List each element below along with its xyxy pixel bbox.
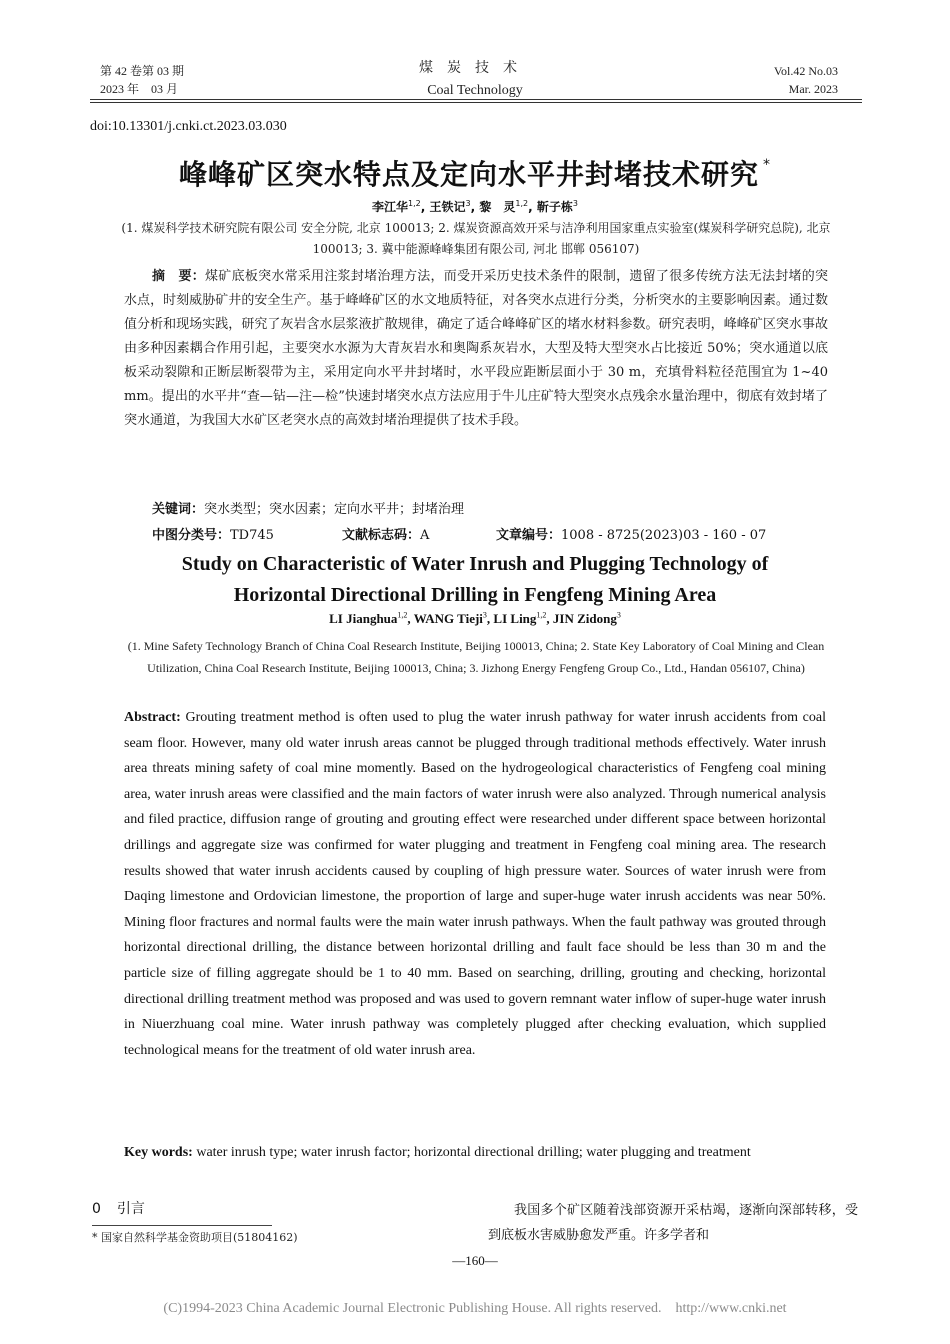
- journal-name-en: Coal Technology: [427, 83, 523, 98]
- cn-author-affil-ref: 3: [465, 199, 471, 208]
- en-author: [329, 611, 414, 626]
- page-number: —160—: [452, 1253, 498, 1268]
- en-author: [414, 611, 494, 626]
- en-author-name: LI Jianghua: [329, 611, 398, 627]
- cn-author: [430, 200, 480, 214]
- art-value: 1008 - 8725(2023)03 - 160 - 07: [561, 528, 767, 543]
- journal-name-cn: 煤炭技术: [419, 61, 531, 76]
- title-en: [0, 549, 950, 611]
- abstract-en: [124, 705, 826, 1063]
- en-author: [493, 611, 553, 626]
- section-number: 0: [92, 1201, 101, 1217]
- cn-author-name: 李江华: [372, 200, 409, 214]
- doc-label: 文献标志码：: [342, 528, 421, 543]
- footnote-funding: * 国家自然科学基金资助项目(51804162): [92, 1231, 298, 1244]
- affiliations-cn: (1. 煤炭科学技术研究院有限公司 安全分院, 北京 100013; 2. 煤炭资源高效开采与洁净利用国家重点实验室(煤炭科学研究总院), 北京 100013; 3. 冀中能源峰峰集团有限公司, 河北 邯郸 056107): [121, 221, 831, 256]
- abstract-cn-label: 摘 要：: [152, 269, 206, 284]
- abstract-cn: [124, 265, 828, 433]
- header-date-en: Mar. 2023: [788, 82, 838, 96]
- cn-author-name: 黎 灵: [479, 200, 516, 214]
- en-author-name: JIN Zidong: [552, 611, 617, 627]
- en-author-name: LI Ling: [493, 611, 537, 627]
- abstract-cn-text: 煤矿底板突水常采用注浆封堵治理方法，而受开采历史技术条件的限制，遗留了很多传统方法无法封堵的突水点，时刻威胁矿井的安全生产。基于峰峰矿区的水文地质特征，对各突水点进行分类，分析突水的主要影响因素。通过数值分析和现场实践，研究了灰岩含水层浆液扩散规律，确定了适合峰峰矿区的堵水材料参数。研究表明，峰峰矿区突水事故由多种因素耦合作用引起，主要突水水源为大青灰岩水和奥陶系灰岩水，大型及特大型突水占比接近 50%；突水通道以底板采动裂隙和正断层断裂带为主，采用定向水平井封堵时，水平段应距断层面小于 30 m，充填骨料粒径范围宜为 1~40 mm。提出的水平井“查—钻—注—检”快速封堵突水点方法应用于牛儿庄矿特大型突水点残余水量治理中，彻底有效封堵了突水通道，为我国大水矿区老突水点的高效封堵治理提供了技术手段。: [124, 269, 828, 428]
- keywords-cn-text: 突水类型；突水因素；定向水平井；封堵治理: [204, 502, 465, 517]
- abstract-en-text: Grouting treatment method is often used to plug the water inrush pathway for water inrush accidents from coal seam floor. However, many old water inrush areas cannot be plugged through traditional methods effectively. Water inrush area threats mining safety of coal mine momently. Based on the hydrogeological characteristics of Fengfeng coal mining area, water inrush areas were classified and the main factors of water inrush were also analyzed. Through numerical analysis and filed practice, diffusion range of grouting and grouting effect were researched under different space between horizontal drillings and aggregate size was confirmed for water plugging and treatment in Fengfeng coal mining area. The research results showed that water inrush accidents caused by coupling of high pressure water. Sources of water inrush were from Daqing limestone and Ordovician limestone, the proportion of large and super-huge water inrush accidents was near 50%. Mining floor fractures and normal faults were the main water inrush pathways. When the fault pathway was grouted through horizontal directional drilling, the distance between horizontal drilling and fault face should be less than 30 m and the particle size of filling aggregate should be 1 to 40 mm. Based on searching, drilling, grouting and checking, horizontal directional drilling treatment method was proposed and was used to govern remnant water inflow of super-huge water inrush in Niuerzhuang coal mine. Water inrush pathway was completely plugged after checking evaluation, which supplied technological means for the treatment of old water inrush area.: [124, 710, 826, 1058]
- doc-value: A: [420, 528, 430, 543]
- abstract-en-label: Abstract:: [124, 710, 181, 725]
- clc-value: TD745: [230, 528, 274, 543]
- cn-author-name: 王铁记: [429, 200, 466, 214]
- title-cn: [0, 153, 950, 193]
- cn-author-sep: ,: [470, 200, 480, 214]
- cn-author-sep: ,: [528, 200, 537, 214]
- header-vol-en: [774, 62, 838, 98]
- article-number: [496, 524, 766, 543]
- en-author-sep: ,: [546, 611, 553, 627]
- keywords-en: [124, 1140, 826, 1166]
- clc-number: [152, 524, 274, 543]
- funding-mark: *: [763, 157, 771, 173]
- en-author-affil-ref: 3: [482, 611, 487, 620]
- section-title: 引言: [116, 1201, 145, 1217]
- cn-author-sep: ,: [420, 200, 430, 214]
- body-text-right-column: 我国多个矿区随着浅部资源开采枯竭，逐渐向深部转移，受到底板水害威胁愈发严重。许多学者和: [488, 1203, 858, 1243]
- keywords-cn-label: 关键词：: [152, 502, 205, 517]
- en-author-sep: ,: [407, 611, 414, 627]
- document-code: [342, 524, 429, 543]
- header-volume-issue: 第 42 卷第 03 期: [100, 64, 185, 78]
- en-author: [553, 611, 621, 626]
- authors-en: [0, 611, 950, 627]
- title-en-line2: Horizontal Directional Drilling in Fengfeng Mining Area: [233, 584, 717, 606]
- header-date-cn: 2023 年 03 月: [100, 82, 179, 96]
- en-author-affil-ref: 1,2: [536, 611, 547, 620]
- cn-author-affil-ref: 1,2: [515, 199, 529, 208]
- en-author-affil-ref: 1,2: [397, 611, 408, 620]
- authors-cn: [0, 198, 950, 215]
- copyright-footer: (C)1994-2023 China Academic Journal Electronic Publishing House. All rights reserved. http://www.cnki.net: [163, 1301, 787, 1316]
- footnote-rule: [92, 1225, 272, 1226]
- header-rule: [90, 99, 862, 103]
- affiliations-en: (1. Mine Safety Technology Branch of China Coal Research Institute, Beijing 100013, China; 2. State Key Laboratory of Coal Mining and Clean Utilization, China Coal Research Institute, Beijing 100013, China; 3. Jizhong Energy Fengfeng Group Co., Ltd., Handan 056107, China): [127, 639, 825, 675]
- header-volume-en: Vol.42 No.03: [773, 64, 838, 78]
- clc-label: 中图分类号：: [152, 528, 231, 543]
- keywords-en-label: Key words:: [124, 1145, 193, 1160]
- art-label: 文章编号：: [496, 528, 562, 543]
- cn-author-affil-ref: 3: [572, 199, 578, 208]
- cn-author-affil-ref: 1,2: [408, 199, 421, 208]
- section-heading: [92, 1198, 145, 1218]
- cn-author-name: 靳子栋: [536, 200, 573, 214]
- en-author-name: WANG Tieji: [413, 611, 483, 627]
- cn-author: [372, 200, 430, 214]
- keywords-cn: [124, 498, 464, 517]
- en-author-sep: ,: [486, 611, 494, 627]
- doi[interactable]: doi:10.13301/j.cnki.ct.2023.03.030: [90, 119, 287, 134]
- en-author-affil-ref: 3: [616, 611, 621, 620]
- cn-author: [537, 200, 578, 214]
- keywords-en-text: water inrush type; water inrush factor; horizontal directional drilling; water plugging and treatment: [196, 1145, 751, 1160]
- title-en-line1: Study on Characteristic of Water Inrush and Plugging Technology of: [181, 553, 769, 575]
- cn-author: [479, 200, 537, 214]
- title-cn-text: 峰峰矿区突水特点及定向水平井封堵技术研究: [178, 158, 759, 191]
